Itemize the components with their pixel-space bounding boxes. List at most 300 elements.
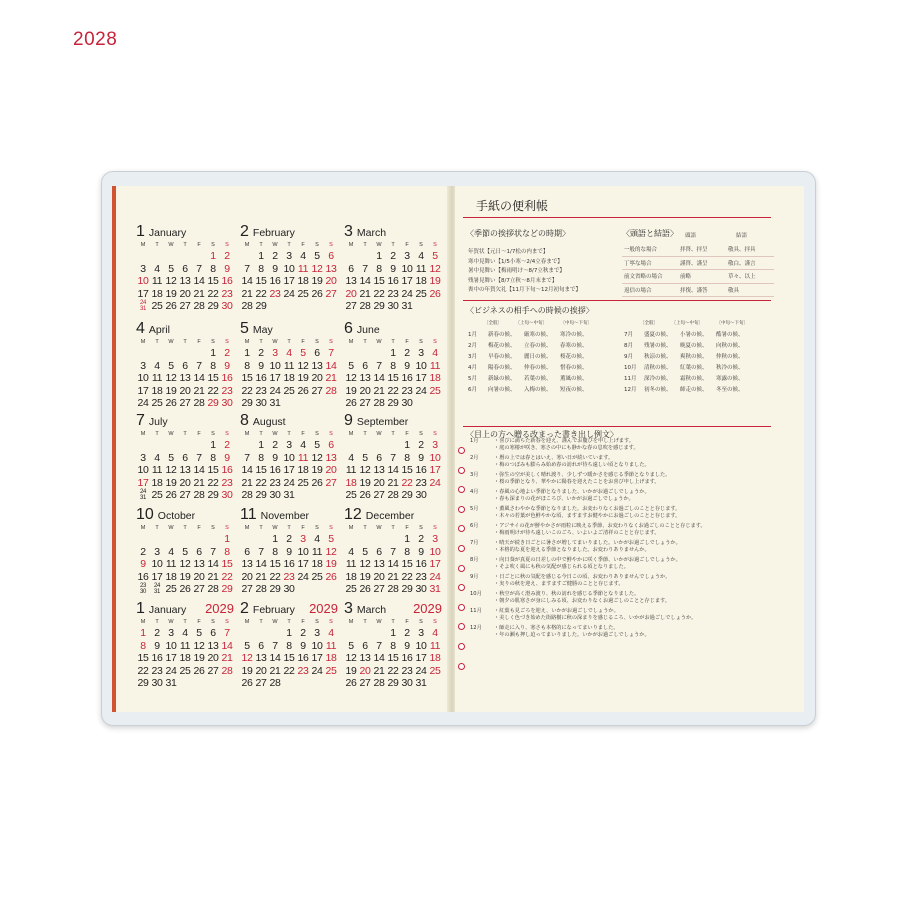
calendar-day: 12 [345,652,357,664]
calendar-day: 6 [182,359,188,372]
calendar-day: 10 [283,451,295,464]
calendar-day: 28 [241,489,253,501]
calendar-day: 4 [348,545,354,558]
calendar-day: 10 [401,262,413,275]
calendar-day: 20 [345,287,357,300]
weekday-label: F [405,242,409,248]
letter-month: 10月 [470,591,482,597]
calendar-day: 6 [362,639,368,652]
calendar-day: 15 [283,652,295,664]
calendar-day: 9 [140,558,146,570]
calendar-day: 18 [345,570,357,583]
calendar-day: 20 [373,570,385,583]
month-header [136,600,234,617]
calendar-day: 29 [241,397,253,409]
calendar-day: 13 [179,372,191,384]
calendar-day: 22 [387,664,399,677]
greeting-cell: 8月 [624,342,633,349]
calendar-day [296,489,310,502]
weekday-label: W [272,242,278,248]
calendar-day: 7 [210,545,216,558]
calendar-day: 15 [207,464,219,476]
month-april [136,320,234,409]
greeting-cell: 7月 [624,331,633,338]
calendar-day: 22 [241,384,253,397]
month-number: 8 [240,412,249,429]
calendar-day: 6 [196,545,202,558]
letter-text [494,437,770,451]
calendar-day: 26 [429,287,441,300]
weekday-label: S [211,525,215,531]
month-header [240,600,338,617]
calendar-day: 14 [207,558,219,570]
calendar-day: 9 [272,451,278,464]
calendar-day: 20 [207,652,219,664]
letter-example-row [470,488,770,502]
letter-line: ・薫風さわやかな季節となりました。お変わりなくお過ごしのことと存じます。 [494,506,681,512]
calendar-day: 15 [373,275,385,287]
calendar-day: 1 [376,250,382,262]
salutation-cell: 丁寧な場合 [622,256,678,270]
letter-text [494,539,770,553]
month-name: August [252,416,286,428]
title-rule [463,217,771,218]
calendar-day: 29 [221,583,233,595]
calendar-day: 10 [165,639,177,652]
weekday-label: M [140,431,146,437]
calendar-day: 26 [359,489,371,501]
calendar-day: 6 [258,639,264,652]
letter-text [494,590,770,604]
calendar-day: 5 [314,439,320,451]
calendar-day [206,533,220,546]
calendar-day: 29 [269,583,281,595]
calendar-day: 4 [154,262,160,275]
weekday-label: W [168,339,174,345]
weekday-label: S [433,242,437,248]
calendar-day: 16 [387,275,399,287]
calendar-day: 13 [207,639,219,652]
greeting-row [466,372,594,383]
weekday-label: T [259,339,263,345]
calendar-day: 3 [140,262,146,275]
calendar-day [136,347,150,360]
calendar-day: 8 [140,639,146,652]
weekday-label: M [348,242,354,248]
calendar-day: 2 [286,533,292,545]
calendar-day [268,300,282,313]
day-grid [136,241,234,313]
weekday-label: W [168,431,174,437]
calendar-day: 12 [297,359,309,372]
calendar-day [310,397,324,410]
weekday-label: W [272,339,278,345]
calendar-day [372,533,386,546]
letter-example-row [470,539,770,553]
calendar-day: 3 [154,545,160,558]
calendar-day: 4 [314,533,320,545]
calendar-day: 19 [297,372,309,384]
salutation-cell: 謹啓、謹呈 [678,256,726,270]
calendar-day: 20 [325,275,337,287]
calendar-day [192,347,206,360]
calendar-day: 19 [165,287,177,300]
calendar-day: 5 [314,250,320,262]
calendar-day: 28 [387,583,399,595]
calendar-day: 24 [429,476,441,489]
calendar-day: 22 [401,476,413,489]
calendar-day: 9 [300,639,306,652]
calendar-day: 3 [140,359,146,372]
letter-month: 6月 [470,523,479,529]
weekday-label: S [225,525,229,531]
calendar-day: 8 [224,545,230,558]
calendar-day: 16 [137,570,149,583]
weekday-label: S [419,431,423,437]
month-year: 2029 [205,601,234,616]
calendar-day: 4 [432,627,438,639]
weekday-label: W [272,619,278,625]
calendar-day: 11 [165,558,177,570]
weekday-label: S [315,339,319,345]
weekday-label: T [391,242,395,248]
calendar-day: 16 [221,372,233,384]
calendar-day: 18 [297,275,309,287]
day-grid [344,618,442,690]
calendar-day: 3 [418,347,424,359]
weekday-label: F [197,431,201,437]
letter-month: 9月 [470,574,479,580]
calendar-day: 19 [325,558,337,570]
greeting-cell: 冬至の候、 [716,386,744,393]
day-grid [344,241,442,313]
month-year: 2029 [413,601,442,616]
calendar-day: 19 [345,664,357,677]
calendar-day: 2 [300,627,306,639]
greeting-row [466,361,594,372]
calendar-day: 9 [224,262,230,275]
calendar-day [372,439,386,452]
calendar-day [428,300,442,313]
letter-example-row [470,607,770,621]
calendar-day: 11 [429,639,441,652]
calendar-day: 19 [165,476,177,489]
weekday-label: M [348,339,354,345]
month-name: January [148,604,187,616]
month-number: 11 [240,506,257,523]
calendar-day [296,397,310,410]
letter-line: ・春も深まりの花がほころび、いかがお過ごしでしょうか。 [494,496,634,502]
calendar-day: 5 [362,451,368,464]
calendar-day: 14 [241,275,253,287]
ring-hole-icon [458,545,465,552]
calendar-day: 29 [387,677,399,689]
greeting-cell: 爽秋の候、 [680,353,708,360]
calendar-day [428,397,442,410]
month-october [136,506,234,595]
weekday-label: S [211,242,215,248]
calendar-day: 25 [429,384,441,397]
greeting-cell: 小暑の候、 [680,331,708,338]
weekday-label: W [168,242,174,248]
calendar-day: 1 [210,439,216,451]
weekday-label: M [244,242,250,248]
greeting-cell: 5月 [468,375,477,382]
calendar-day: 16 [269,464,281,476]
calendar-day: 12 [193,639,205,652]
calendar-day [358,347,372,360]
month-number: 5 [240,320,249,337]
weekday-label: S [419,525,423,531]
weekday-label: W [376,525,382,531]
letter-line: ・弥生の空が美しく晴れ渡り、少しずつ暖かさを感じる季節となりました。 [494,472,671,478]
calendar-day [150,347,164,360]
calendar-day: 6 [362,359,368,372]
calendar-day: 18 [429,372,441,384]
calendar-day: 7 [328,347,334,359]
calendar-day: 8 [376,262,382,275]
calendar-day: 11 [179,639,191,652]
greeting-cell: 秋涼の候、 [644,353,672,360]
calendar-day: 16 [221,275,233,287]
letter-line: ・アジサイの花が鮮やかさが雨粒に映える季節、お変わりなくお過ごしのことと存じます。 [494,523,706,529]
calendar-day: 3 [168,627,174,639]
calendar-day: 23 [221,476,233,489]
calendar-day: 22 [387,384,399,397]
day-grid [136,430,234,502]
weekday-label: S [329,525,333,531]
greeting-cell: 仲春の候、 [524,364,552,371]
calendar-day: 17 [429,558,441,570]
calendar-day [344,627,358,640]
calendar-day: 10 [137,464,149,476]
weekday-label: S [419,619,423,625]
calendar-day [386,439,400,452]
calendar-day: 22 [207,384,219,397]
calendar-day: 9 [224,451,230,464]
calendar-day: 6 [210,627,216,639]
calendar-day: 17 [297,558,309,570]
calendar-day: 11 [151,275,163,287]
month-name: April [148,324,170,336]
calendar-day: 26 [165,397,177,409]
calendar-day: 28 [193,397,205,409]
day-grid [136,618,234,690]
greeting-cell: 向秋の候、 [716,342,744,349]
weekday-label: F [301,431,305,437]
salutation-col-opening: 頭語 [685,233,697,239]
calendar-day: 18 [151,287,163,300]
calendar-day: 21 [193,476,205,489]
calendar-day: 27 [359,397,371,409]
calendar-day: 21 [241,476,253,489]
month-header [344,320,442,337]
calendar-day: 14 [387,464,399,476]
calendar-day [296,677,310,690]
letter-line: ・そよ吹く風にも秋の気配が感じられる頃となりました。 [494,564,629,570]
calendar-day: 27 [241,583,253,595]
salutation-cell: 敬白、謹言 [726,256,774,270]
calendar-day: 30 [221,397,233,409]
weekday-label: F [301,339,305,345]
weekday-label: S [211,431,215,437]
calendar-day: 10 [311,639,323,652]
calendar-day: 6 [314,347,320,359]
calendar-day: 20 [179,287,191,300]
calendar-day [136,439,150,452]
calendar-day: 7 [196,359,202,372]
calendar-day: 23 [401,664,413,677]
weekday-label: S [225,619,229,625]
weekday-label: M [244,339,250,345]
calendar-day: 2 [418,439,424,451]
calendar-day: 4 [300,439,306,451]
calendar-day: 10 [415,639,427,652]
calendar-day: 29 [373,300,385,312]
calendar-day [414,300,428,313]
greeting-table [622,328,750,394]
letter-example-row [470,573,770,587]
greeting-cell: 短夜の候、 [560,386,588,393]
greeting-cell: 初冬の候、 [644,386,672,393]
greeting-cell: 紅葉の候、 [680,364,708,371]
greeting-cell: 若葉の候、 [524,375,552,382]
calendar-day: 8 [210,451,216,464]
weekday-label: W [168,525,174,531]
letter-example-row [470,522,770,536]
ring-hole-icon [458,506,465,513]
calendar-day: 15 [269,558,281,570]
weekday-label: T [287,242,291,248]
calendar-day: 18 [297,464,309,476]
calendar-day: 28 [325,384,337,397]
month-number: 6 [344,320,353,337]
letter-line: ・庭の寒椿が咲き、寒さの中にも静かな春の息吹を感じます。 [494,445,639,451]
seasonal-card-period: 喪中の年賀欠礼【11月下旬～12月初旬まで】 [468,287,581,293]
salutation-cell: 拝復、謹答 [678,283,726,297]
calendar-day: 24 [269,384,281,397]
calendar-day: 18 [179,652,191,664]
calendar-day: 1 [404,533,410,545]
weekday-label: M [140,525,146,531]
weekday-label: T [183,339,187,345]
calendar-day: 7 [362,262,368,275]
calendar-day: 6 [182,451,188,464]
calendar-day: 7 [390,451,396,464]
calendar-day: 19 [359,476,371,489]
calendar-day [282,300,296,313]
calendar-day: 24 [311,664,323,677]
calendar-day: 1 [210,347,216,359]
month-name: February [252,227,295,239]
weekday-label: W [376,619,382,625]
calendar-day: 3 [272,347,278,359]
calendar-day [282,677,296,690]
calendar-day: 6 [328,439,334,451]
calendar-day: 27 [179,300,191,312]
calendar-day: 26 [345,677,357,689]
greeting-cell: 桜花の候、 [560,353,588,360]
calendar-day: 5 [328,533,334,545]
calendar-day: 14 [373,652,385,664]
letter-month: 2月 [470,455,479,461]
calendar-day: 28 [255,583,267,595]
month-header [344,223,442,240]
calendar-day: 3 [432,439,438,451]
month-number: 1 [136,223,145,240]
greeting-cell: 寒冷の候、 [560,331,588,338]
calendar-day: 21 [193,384,205,397]
calendar-day: 19 [165,384,177,397]
calendar-day: 2 [390,250,396,262]
calendar-day: 20 [193,570,205,583]
calendar-day [296,300,310,313]
calendar-day [178,677,192,690]
greeting-cell: 新春の候、 [488,331,516,338]
letter-line: ・朝夕の肌寒さが身にしみる頃、お変わりなくお過ごしのことと存じます。 [494,598,670,604]
calendar-day: 17 [415,372,427,384]
calendar-day: 8 [390,639,396,652]
calendar-day [240,250,254,263]
calendar-day: 5 [432,250,438,262]
calendar-day [254,533,268,546]
weekday-label: W [376,339,382,345]
greeting-row [466,350,594,361]
calendar-day: 30 [221,489,233,501]
greeting-cell: 麗日の候、 [524,353,552,360]
greeting-cell: 1月 [468,331,477,338]
calendar-day: 30 [401,397,413,409]
salutation-cell: 一般的な場合 [622,243,678,256]
calendar-day: 29 [255,300,267,312]
calendar-day: 1 [390,347,396,359]
calendar-day: 27 [325,476,337,489]
month-number: 3 [344,600,353,617]
calendar-day [164,533,178,546]
day-grid [240,338,338,410]
calendar-day: 29 [401,583,413,595]
greeting-row [466,328,594,339]
letter-text [494,471,770,485]
weekday-label: W [272,431,278,437]
calendar-day: 5 [168,262,174,275]
letter-month: 3月 [470,472,479,478]
weekday-label: S [329,242,333,248]
calendar-day: 18 [345,476,357,489]
salutation-cell: 草々、以上 [726,270,774,284]
calendar-day: 11 [345,558,357,570]
calendar-day: 22 [221,570,233,583]
calendar-day: 9 [390,262,396,275]
weekday-label: M [348,619,354,625]
weekday-label: W [376,431,382,437]
calendar-day [324,583,338,596]
greeting-cell: 10月 [624,364,637,371]
calendar-day: 22 [207,287,219,300]
letter-line: ・春風の心地よい季節となりました、いかがお過ごしでしょうか。 [494,489,650,495]
calendar-day [358,533,372,546]
calendar-day [150,533,164,546]
weekday-label: S [419,242,423,248]
salutation-cell: 拝啓、拝呈 [678,243,726,256]
letter-text [494,505,770,519]
greeting-cell: 2月 [468,342,477,349]
day-grid [344,338,442,410]
calendar-day [240,439,254,452]
weekday-label: T [391,619,395,625]
calendar-day [268,627,282,640]
letter-month: 12月 [470,625,482,631]
